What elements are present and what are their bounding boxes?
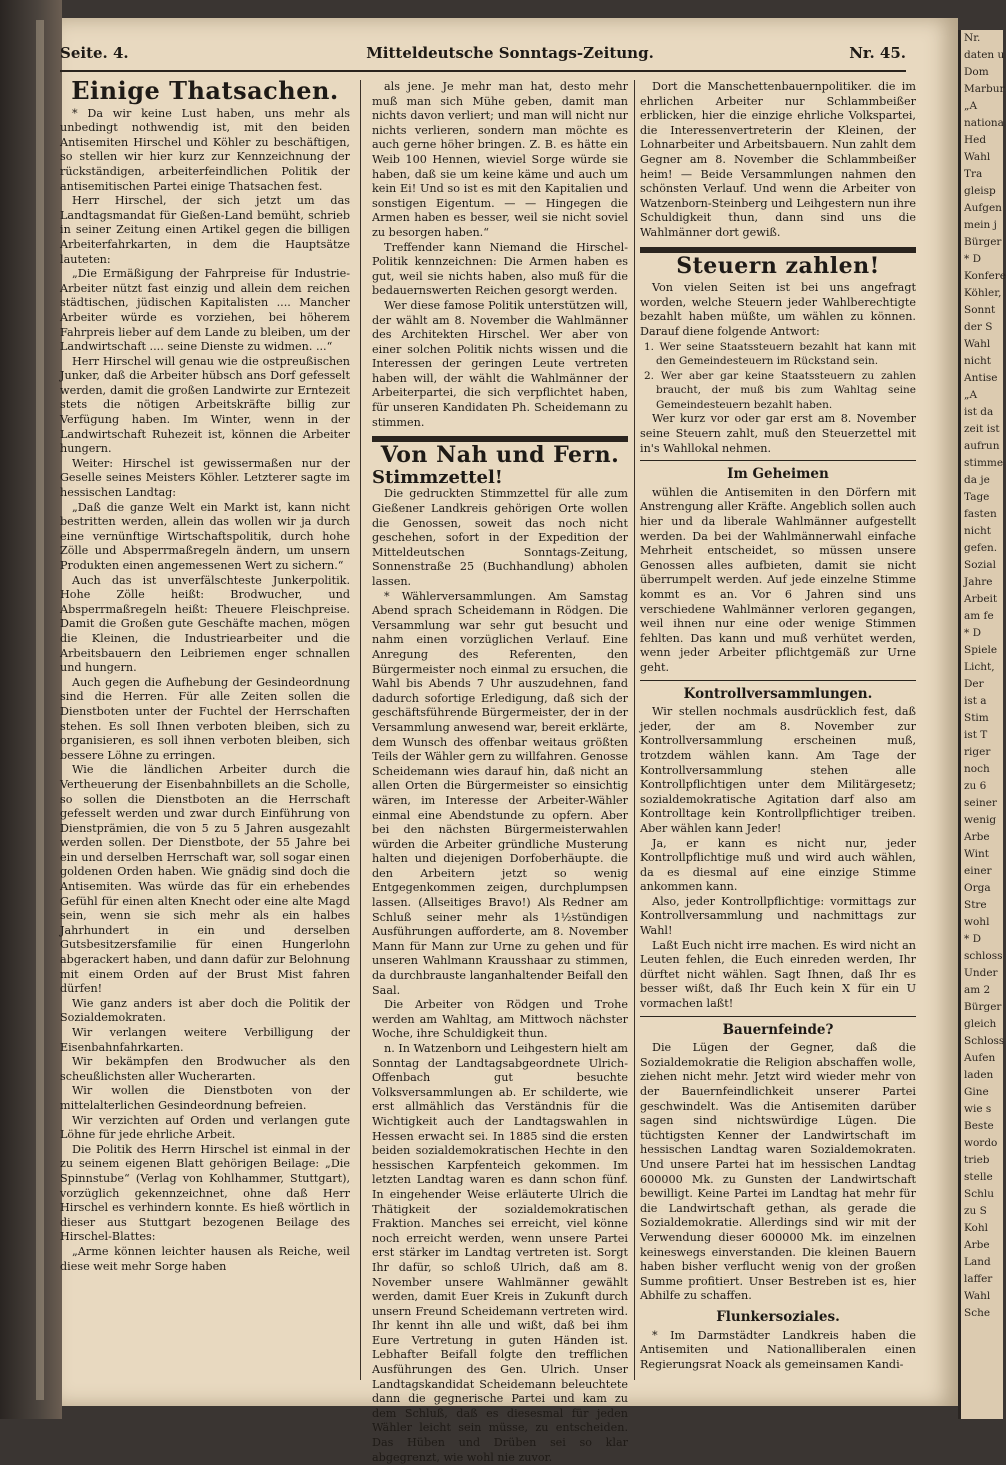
adjacent-page-fragment	[958, 30, 1006, 1419]
fragment-line: Arbeit	[964, 593, 998, 605]
fragment-line: Sonnt	[964, 304, 996, 316]
paragraph: Dort die Manschettenbauernpolitiker. die im ehrlichen Arbeiter nur Schlammbeißer erblicken, hier die einzige ehrliche Volkspartei, die Interessenvertreterin der Kleinen, der Lohnarbeiter und Arbeitsbauern. Nun zahlt dem Gegner am 8. November die Schlammbeißer heim! — Beide Versammlungen nahmen den schönsten Verlauf. Und wenn die Arbeiter von Watzenborn-Steinberg und Leihgestern nun ihre Schuldigkeit thun, dann sind uns die Wahlmänner dort gewiß.	[640, 80, 916, 239]
fragment-line: trieb	[964, 1154, 990, 1166]
paragraph: Auch das ist unverfälschteste Junkerpolitik. Hohe Zölle heißt: Brodwucher, und Absperrmaßregeln heißt: Theuere Fleischpreise. Damit die Großen gute Geschäfte machen, mögen die Kleinen, die Industriearbeiter und die Arbeitsbauern den Leibriemen enger schnallen und hungern.	[60, 573, 350, 675]
paragraph: wühlen die Antisemiten in den Dörfern mit Anstrengung aller Kräfte. Angeblich sollen auch hier und da liberale Wahlmänner aufgestellt werden. Da bei der Wahlmännerwahl einfache Mehrheit entscheidet, so müssen unsere Genossen alles aufbieten, damit sie nicht überrumpelt werden. Auf jede einzelne Stimme kommt es an. Vor 6 Jahren sind uns verschiedene Wahlmänner verloren gegangen, weil ihnen nur eine oder wenige Stimmen fehlten. Das kann und muß verhütet werden, wenn jeder Arbeiter pflichtgemäß zur Urne geht.	[640, 485, 916, 674]
paragraph: Also, jeder Kontrollpflichtige: vormittags zur Kontrollversammlung und nachmittags zur Wahl!	[640, 894, 916, 938]
fragment-line: gleisp	[964, 185, 996, 197]
list-item: 1. Wer seine Staatssteuern bezahlt hat kann mit den Gemeindesteuern im Rückstand sein.	[644, 340, 916, 368]
paragraph: Wir verlangen weitere Verbilligung der Eisenbahnfahrkarten.	[60, 1026, 350, 1054]
fragment-line: Köhler,	[964, 287, 1002, 299]
fragment-line: Tra	[964, 168, 983, 180]
fragment-line: Wahl	[964, 338, 991, 350]
paragraph: Die Arbeiter von Rödgen und Trohe werden am Wahltag, am Mittwoch nächster Woche, ihre Schuldigkeit thun.	[372, 998, 628, 1041]
fragment-line: „A	[964, 389, 978, 401]
fragment-line: Under	[964, 967, 998, 979]
book-spine	[0, 0, 62, 1419]
paragraph: als jene. Je mehr man hat, desto mehr muß man sich Mühe geben, damit man nichts davon verliert; und man will nicht nur nichts verlieren, sondern man möchte es auch gerne höher bringen. Z. B. es hätte ein Weib 100 Hennen, wieviel Sorge würde sie haben, daß sie um keine käme und auch um kein Ei! Und so ist es mit den Kapitalien und sonstigen Eigentum. — — Hingegen die Armen haben es besser, weil sie nicht soviel zu besorgen haben.“	[372, 80, 628, 239]
paragraph: Die Politik des Herrn Hirschel ist einmal in der zu seinem eigenen Blatt gehörigen Beilage: „Die Spinnstube“ (Verlag von Kohlhammer, Stuttgart), vorzüglich gekennzeichnet, ohne daß Herr Hirschel es verhindern konnte. Es hieß wörtlich in dieser aus Stuttgart bezogenen Beilage des Hirschel-Blattes:	[60, 1142, 350, 1244]
paragraph: Laßt Euch nicht irre machen. Es wird nicht an Leuten fehlen, die Euch einreden werden, Ihr dürftet nicht wählen. Sagt Ihnen, daß Ihr es besser wißt, daß Ihr Euch kein X für ein U vormachen laßt!	[640, 938, 916, 1011]
fragment-line: ist da	[964, 406, 994, 418]
fragment-line: Hed	[964, 134, 987, 146]
divider-line	[640, 460, 916, 461]
fragment-line: nicht	[964, 525, 991, 537]
fragment-line: da je	[964, 474, 990, 486]
fragment-line: mein j	[964, 219, 997, 231]
article-title: Steuern zahlen!	[676, 252, 880, 279]
fragment-line: Wahl	[964, 151, 991, 163]
paragraph: Wir wollen die Dienstboten von der mittelalterlichen Gesindeordnung befreien.	[60, 1084, 350, 1112]
fragment-line: wohl	[964, 916, 990, 928]
fragment-line: zeit ist	[964, 423, 1000, 435]
fragment-line: Bürger	[964, 1001, 1002, 1013]
article-title: Einige Thatsachen.	[71, 76, 339, 105]
paragraph: Treffender kann Niemand die Hirschel-Politik kennzeichnen: Die Armen haben es gut, weil sie nichts haben, also muß für die bedauernswerten Reichen gesorgt werden.	[372, 240, 628, 298]
fragment-line: daten u	[964, 49, 1005, 61]
article-heading: Stimmzettel!	[372, 466, 503, 488]
paragraph: Wie die ländlichen Arbeiter durch die Vertheuerung der Eisenbahnbillets an die Scholle, so sollen die Dienstboten an die Herrschaft gefesselt werden und zwar durch Einführung von Dienstprämien, die von 5 zu 5 Jahren ausgezahlt werden sollen. Der Dienstbote, der 55 Jahre bei ein und derselben Herrschaft war, soll sogar einen goldenen Orden haben. Wie gnädig sind doch die Antisemiten. Was würde das für ein erhebendes Gefühl für einen alten Knecht oder eine alte Magd sein, wenn sie sich mehr als ein halbes Jahrhundert in ein und derselben Gutsbesitzersfamilie für einen Hungerlohn abgerackert haben, und dann dafür zur Belohnung mit einem Orden auf der Brust Mist fahren dürfen!	[60, 763, 350, 996]
fragment-line: Spiele	[964, 644, 998, 656]
paragraph: n. In Watzenborn und Leihgestern hielt am Sonntag der Landtagsabgeordnete Ulrich-Offenbach gut besuchte Volksversammlungen ab. Er schilderte, wie erst allmählich das Verständnis für die Wichtigkeit auch der Landtagswahlen in Hessen erwacht sei. In 1885 sind die ersten beiden sozialdemokratischen Hechte in den hessischen Karpfenteich gekommen. Im letzten Landtag waren es dann schon fünf. In eingehender Weise erläuterte Ulrich die Thätigkeit der sozialdemokratischen Fraktion. Manches sei erreicht, viel könne noch erreicht werden, wenn unsere Partei erst stärker im Landtag vertreten ist. Sorgt Ihr dafür, so schloß Ulrich, daß am 8. November unsere Wahlmänner gewählt werden, damit Euer Kreis in Zukunft durch unsern Freund Scheidemann vertreten wird. Ihr kennt ihn alle und wißt, daß bei ihm Eure Vertretung in guten Händen ist. Lebhafter Beifall folgte den trefflichen Ausführungen des Gen. Ulrich. Unser Landtagskandidat Scheidemann beleuchtete dann die gegnerische Partei und kam zu dem Schluß, daß es diesesmal für jeden Wähler leicht sein müsse, zu entscheiden. Das Hüben und Drüben sei so klar abgegrenzt, wie wohl nie zuvor.	[372, 1042, 628, 1464]
fragment-line: laden	[964, 1069, 994, 1081]
section-rule	[640, 247, 916, 253]
divider-line	[640, 680, 916, 681]
fragment-line: * D	[964, 627, 982, 639]
fragment-line: * D	[964, 933, 982, 945]
fragment-line: stimme	[964, 457, 1004, 469]
fragment-line: ist a	[964, 695, 987, 707]
section-title: Von Nah und Fern.	[380, 442, 620, 469]
paragraph: * Im Darmstädter Landkreis haben die Antisemiten und Nationalliberalen einen Regierungsrat Noack als gemeinsamen Kandi-	[640, 1328, 916, 1371]
paragraph: „Arme können leichter hausen als Reiche, weil diese weit mehr Sorge haben	[60, 1244, 350, 1273]
fragment-line: Stim	[964, 712, 989, 724]
fragment-line: Arbe	[964, 831, 990, 843]
fragment-line: wenig	[964, 814, 997, 826]
fragment-line: Aufen	[964, 1052, 996, 1064]
fragment-line: Antise	[964, 372, 998, 384]
paragraph: * Da wir keine Lust haben, uns mehr als unbedingt nothwendig ist, mit den beiden Antisemiten Hirschel und Köhler zu beschäftigen, so stellen wir hier kurz zur Kennzeichnung der rückständigen, arbeiterfeindlichen Politik der antisemitischen Partei einige Thatsachen fest.	[60, 106, 350, 193]
fragment-line: Arbe	[964, 1239, 990, 1251]
fragment-line: einer	[964, 865, 992, 877]
fragment-line: nationa	[964, 117, 1004, 129]
fragment-line: seiner	[964, 797, 997, 809]
paragraph: Weiter: Hirschel ist gewissermaßen nur der Geselle seines Meisters Köhler. Letzterer sagte im hessischen Landtag:	[60, 456, 350, 500]
fragment-line: Wint	[964, 848, 989, 860]
paragraph: Ja, er kann es nicht nur, jeder Kontrollpflichtige muß und wird auch wählen, da es diesmal auf eine einzige Stimme ankommen kann.	[640, 836, 916, 894]
fragment-line: Der	[964, 678, 984, 690]
paragraph: Wer kurz vor oder gar erst am 8. November seine Steuern zahlt, muß den Steuerzettel mit in's Wahllokal nehmen.	[640, 412, 916, 455]
column-divider	[634, 80, 635, 1380]
fragment-line: Nr.	[964, 32, 981, 44]
paragraph: Herr Hirschel will genau wie die ostpreußischen Junker, daß die Arbeiter hübsch ans Dorf gefesselt werden, damit die großen Landwirte zur Erntezeit stets die nötigen Arbeitskräfte billig zur Verfügung haben. Im Winter, wenn in der Landwirtschaft Ruhezeit ist, können die Arbeiter hungern.	[60, 354, 350, 456]
issue-number: Nr. 45.	[849, 44, 906, 62]
fragment-line: aufrun	[964, 440, 1000, 452]
fragment-line: noch	[964, 763, 990, 775]
paragraph: Wir verzichten auf Orden und verlangen gute Löhne für jede ehrliche Arbeit.	[60, 1113, 350, 1142]
fragment-line: Beste	[964, 1120, 994, 1132]
fragment-line: der S	[964, 321, 993, 333]
divider-line	[640, 1016, 916, 1017]
column-divider	[360, 80, 361, 1380]
fragment-line: Konfere	[964, 270, 1006, 282]
fragment-line: zu S	[964, 1205, 987, 1217]
list-item: 2. Wer aber gar keine Staatssteuern zu zahlen braucht, der muß bis zum Wahltag seine Gemeindesteuern bezahlt haben.	[644, 369, 916, 411]
fragment-line: Wahl	[964, 1290, 991, 1302]
article-heading: Bauernfeinde?	[722, 1021, 834, 1038]
article-heading: Im Geheimen	[727, 466, 829, 483]
fragment-line: Orga	[964, 882, 991, 894]
fragment-line: wie s	[964, 1103, 992, 1115]
fragment-line: am fe	[964, 610, 994, 622]
fragment-line: Sche	[964, 1307, 991, 1319]
fragment-line: stelle	[964, 1171, 993, 1183]
column-1	[60, 76, 350, 1380]
fragment-line: Jahre	[964, 576, 993, 588]
fragment-line: * D	[964, 253, 982, 265]
fragment-line: Stre	[964, 899, 987, 911]
newspaper-title: Mitteldeutsche Sonntags-Zeitung.	[366, 44, 654, 62]
fragment-line: ist T	[964, 729, 988, 741]
fragment-line: am 2	[964, 984, 991, 996]
fragment-line: fasten	[964, 508, 997, 520]
fragment-line: gefen.	[964, 542, 998, 554]
paragraph: Wir bekämpfen den Brodwucher als den scheußlichsten aller Wucherarten.	[60, 1055, 350, 1083]
fragment-line: Kohl	[964, 1222, 989, 1234]
paragraph: Die Lügen der Gegner, daß die Sozialdemokratie die Religion abschaffen wolle, ziehen nicht mehr. Jetzt wird wieder mehr von der Bauernfeindlichkeit unserer Partei geschwindelt. Was die Antisemiten darüber sagen sind nichtswürdige Lügen. Die tüchtigsten Kenner der Landwirtschaft im hessischen Landtag waren Sozialdemokraten. Und unsere Partei hat im hessischen Landtag 600000 Mk. zu Gunsten der Landwirtschaft bewilligt. Keine Partei im Landtag hat mehr für die Landwirtschaft gethan, als gerade die Sozialdemokratie. Allerdings sind wir mit der Verwendung dieser 600000 Mk. im einzelnen keineswegs einverstanden. Die kleinen Bauern haben bisher verflucht wenig von der großen Summe profitiert. Unser Bestreben ist es, hier Abhilfe zu schaffen.	[640, 1041, 916, 1303]
paragraph: Die gedruckten Stimmzettel für alle zum Gießener Landkreis gehörigen Orte wollen die Genossen, soweit das noch nicht geschehen, sofort in der Expedition der Mitteldeutschen Sonntags-Zeitung, Sonnenstraße 25 (Buchhandlung) abholen lassen.	[372, 487, 628, 588]
fragment-line: zu 6	[964, 780, 987, 792]
fragment-line: Sozial	[964, 559, 997, 571]
fragment-line: Marbur	[964, 83, 1005, 95]
paragraph: „Daß die ganze Welt ein Markt ist, kann nicht bestritten werden, allein das wollen wir ja durch eine vernünftige Wirtschaftspolitik, durch hohe Zölle und Absperrmaßregeln ändern, um unsern Produkten einen angemessenen Wert zu sichern.“	[60, 500, 350, 572]
paragraph: Wir stellen nochmals ausdrücklich fest, daß jeder, der am 8. November zur Kontrollversammlung erscheinen muß, trotzdem wählen kann. Am Tage der Kontrollversammlung stehen alle Kontrollpflichtigen unter dem Militärgesetz; sozialdemokratische Agitation darf also am Kontrolltage kein Kontrollpflichtiger treiben. Aber wählen kann Jeder!	[640, 705, 916, 835]
fragment-line: Aufgen	[964, 202, 1002, 214]
fragment-line: nicht	[964, 355, 991, 367]
fragment-line: Schlu	[964, 1188, 994, 1200]
article-heading: Kontrollversammlungen.	[683, 685, 873, 702]
paragraph: Herr Hirschel, der sich jetzt um das Landtagsmandat für Gießen-Land bemüht, schrieb in seiner Zeitung einen Artikel gegen die billigen Arbeiterfahrkarten, in dem die Hauptsätze lauteten:	[60, 194, 350, 266]
fragment-line: wordo	[964, 1137, 998, 1149]
fragment-line: Dom	[964, 66, 989, 78]
paragraph: Auch gegen die Aufhebung der Gesindeordnung sind die Herren. Für alle Zeiten sollen die Dienstboten unter der Fuchtel der Herrschaften stehen. Es soll Ihnen verboten bleiben, sich zu organisieren, es soll ihnen verboten bleiben, sich bessere Löhne zu erringen.	[60, 675, 350, 762]
article-heading: Flunkersoziales.	[716, 1308, 840, 1325]
column-2	[372, 80, 628, 1464]
paragraph: „Die Ermäßigung der Fahrpreise für Industrie-Arbeiter nützt fast einzig und allein dem reichen städtischen, jüdischen Kapitalisten .... Mancher Arbeiter würde es vorziehen, bei höherem Fahrpreis lieber auf dem Lande zu bleiben, um der Landwirtschaft .... seine Dienste zu widmen. ...“	[60, 267, 350, 354]
fragment-line: Licht,	[964, 661, 995, 673]
column-3	[640, 80, 916, 1380]
fragment-line: gleich	[964, 1018, 997, 1030]
paragraph: Wie ganz anders ist aber doch die Politik der Sozialdemokraten.	[60, 996, 350, 1025]
fragment-line: Tage	[964, 491, 990, 503]
fragment-line: riger	[964, 746, 991, 758]
page-header	[60, 40, 906, 72]
fragment-line: „A	[964, 100, 978, 112]
fragment-line: schloss	[964, 950, 1003, 962]
page-number: Seite. 4.	[60, 44, 129, 62]
paragraph: * Wählerversammlungen. Am Samstag Abend sprach Scheidemann in Rödgen. Die Versammlung war sehr gut besucht und nahm einen vorzüglichen Verlauf. Eine Anregung des Referenten, den Bürgermeister noch einmal zu ersuchen, die Wahl bis Abends 7 Uhr auszudehnen, fand dadurch sofortige Erledigung, daß sich der geschäftsführende Bürgermeister, der in der Versammlung anwesend war, bereit erklärte, dem Wunsch des offenbar weitaus größten Teils der Wähler gern zu willfahren. Genosse Scheidemann wies darauf hin, daß nicht an allen Orten die Bürgermeister so einsichtig wären, im Interesse der Arbeiter-Wähler einmal eine Abendstunde zu opfern. Aber bei den nächsten Bürgermeisterwahlen würden die Arbeiter gründliche Musterung halten und diejenigen Dorfoberhäupte. die den Arbeitern jetzt so wenig Entgegenkommen zeigen, durchplumpsen lassen. (Allseitiges Bravo!) Als Redner am Schluß seiner mehr als 1½stündigen Ausführungen aufforderte, am 8. November Mann für Mann zur Urne zu gehen und für unseren Wahlmann Krausshaar zu stimmen, da durchbrauste langanhaltender Beifall den Saal.	[372, 589, 628, 997]
fragment-line: laffer	[964, 1273, 993, 1285]
paragraph: Wer diese famose Politik unterstützen will, der wählt am 8. November die Wahlmänner des Architekten Hirschel. Wer aber von einer solchen Politik nichts wissen und die Interessen der geringen Leute vertreten haben will, der wählt die Wahlmänner der Arbeiterpartei, die sich verpflichtet haben, für unseren Kandidaten Ph. Scheidemann zu stimmen.	[372, 298, 628, 429]
paragraph: Von vielen Seiten ist bei uns angefragt worden, welche Steuern jeder Wahlberechtigte bezahlt haben müßte, um wählen zu können. Darauf diene folgende Antwort:	[640, 281, 916, 338]
fragment-line: Bürger	[964, 236, 1002, 248]
fragment-line: Schloss	[964, 1035, 1005, 1047]
fragment-line: Gine	[964, 1086, 989, 1098]
fragment-line: Land	[964, 1256, 991, 1268]
